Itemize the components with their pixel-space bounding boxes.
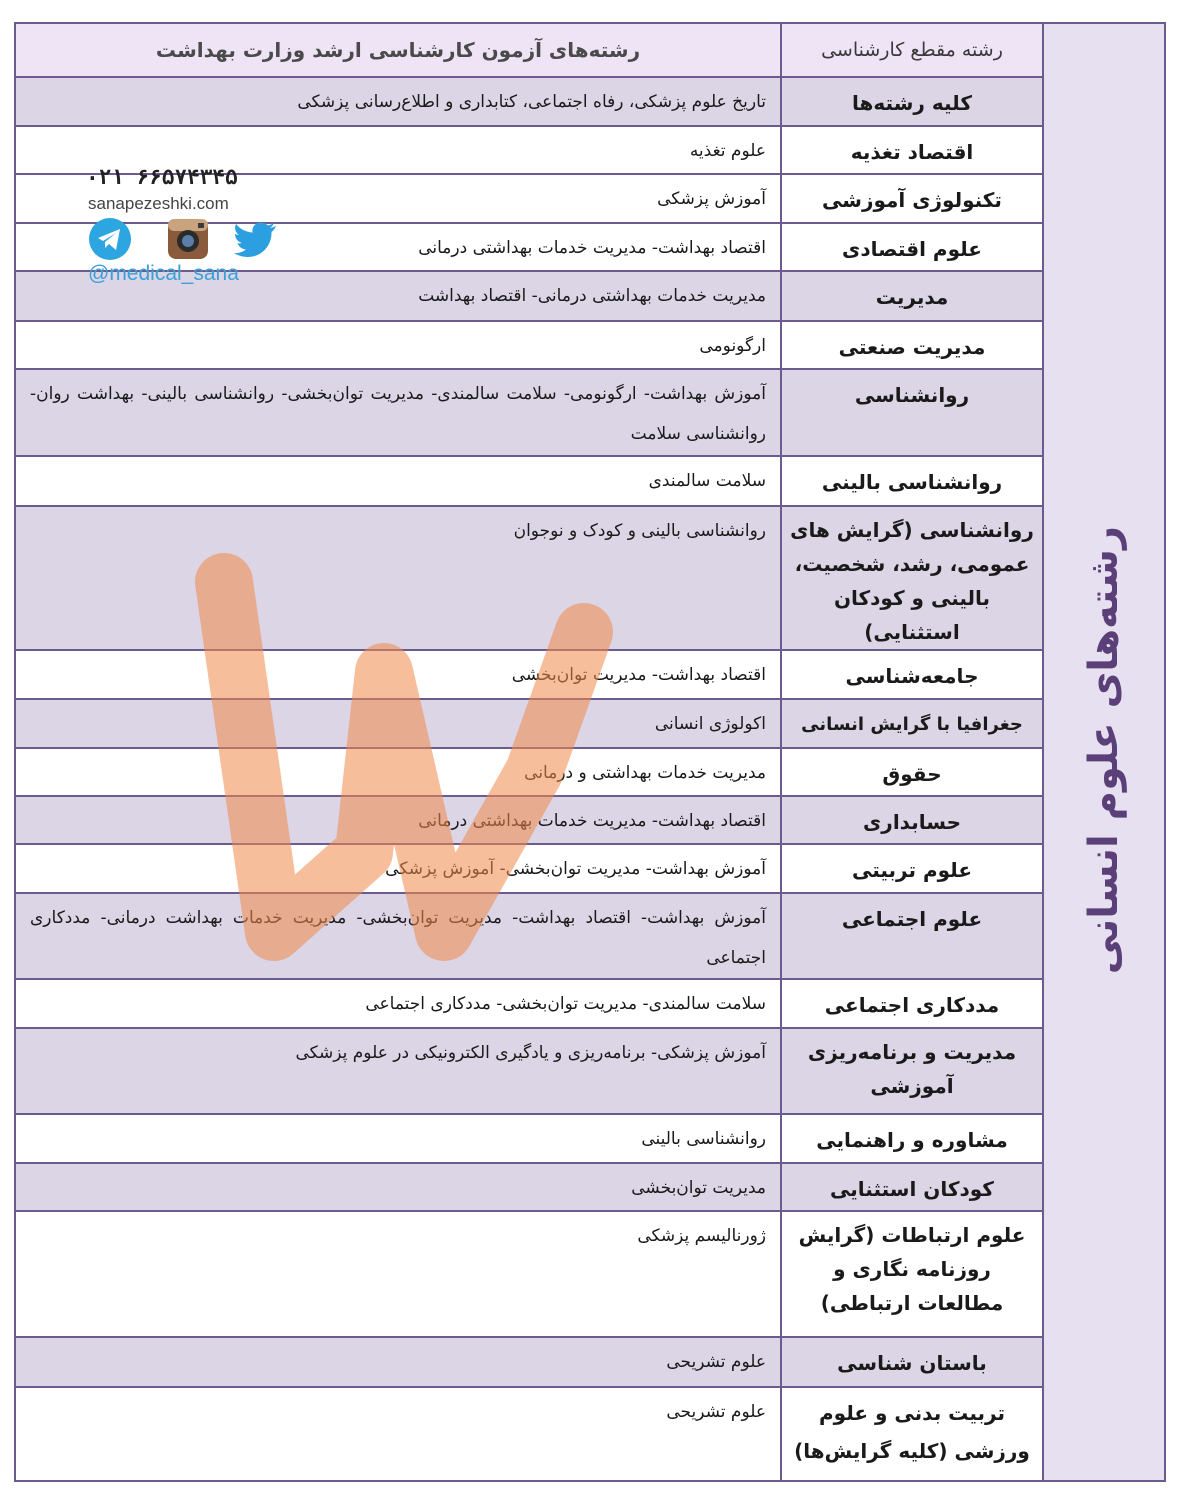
table-row [15, 1114, 1165, 1163]
major-cell: باستان شناسی [781, 1337, 1043, 1387]
table-row [15, 1028, 1165, 1114]
twitter-icon[interactable] [234, 217, 278, 261]
major-cell: مدیریت [781, 271, 1043, 321]
exams-cell: ارگونومی [15, 321, 781, 369]
major-cell: روانشناسی (گرایش های عمومی، رشد، شخصیت، بالینی و کودکان استثنایی) [781, 506, 1043, 650]
table-header-row [15, 23, 1165, 77]
major-cell: حسابداری [781, 796, 1043, 844]
major-cell: روانشناسی بالینی [781, 456, 1043, 506]
header-exams: رشته‌های آزمون کارشناسی ارشد وزارت بهداشت [15, 23, 781, 77]
table-row [15, 699, 1165, 748]
table-row [15, 1387, 1165, 1481]
major-cell: مشاوره و راهنمایی [781, 1114, 1043, 1163]
exams-cell: اکولوژی انسانی [15, 699, 781, 748]
table-row [15, 979, 1165, 1028]
major-cell: اقتصاد تغذیه [781, 126, 1043, 174]
exams-cell: سلامت سالمندی- مدیریت توان‌بخشی- مددکاری اجتماعی [15, 979, 781, 1028]
exams-cell: ژورنالیسم پزشکی [15, 1211, 781, 1337]
contact-overlay [86, 162, 306, 292]
exams-cell: آموزش بهداشت- اقتصاد بهداشت- مدیریت توان‌بخشی- مدیریت خدمات بهداشت درمانی- مددکاری اجتماعی [15, 893, 781, 979]
exams-cell: مدیریت خدمات بهداشتی درمانی- اقتصاد بهداشت [15, 271, 781, 321]
exams-cell: علوم تغذیه [15, 126, 781, 174]
exams-cell: مدیریت خدمات بهداشتی و درمانی [15, 748, 781, 796]
major-cell: تکنولوژی آموزشی [781, 174, 1043, 223]
major-cell: علوم اقتصادی [781, 223, 1043, 271]
side-title-cell [1043, 23, 1165, 1481]
major-cell: کودکان استثنایی [781, 1163, 1043, 1211]
exams-cell: مدیریت توان‌بخشی [15, 1163, 781, 1211]
exams-cell: آموزش بهداشت- مدیریت توان‌بخشی- آموزش پزشکی [15, 844, 781, 893]
exams-cell: علوم تشریحی [15, 1387, 781, 1481]
major-cell: روانشناسی [781, 369, 1043, 456]
table-row [15, 748, 1165, 796]
major-cell: کلیه رشته‌ها [781, 77, 1043, 126]
table-row [15, 77, 1165, 126]
exams-cell: علوم تشریحی [15, 1337, 781, 1387]
major-cell: مدیریت صنعتی [781, 321, 1043, 369]
exams-cell: تاریخ علوم پزشکی، رفاه اجتماعی، کتابداری و اطلاع‌رسانی پزشکی [15, 77, 781, 126]
table-row [15, 650, 1165, 699]
major-cell: حقوق [781, 748, 1043, 796]
table-row [15, 893, 1165, 979]
side-title: رشته‌های علوم انسانی [1081, 525, 1127, 975]
major-cell: جغرافیا با گرایش انسانی [781, 699, 1043, 748]
exams-cell: سلامت سالمندی [15, 456, 781, 506]
major-cell: مدیریت و برنامه‌ریزی آموزشی [781, 1028, 1043, 1114]
table-row [15, 1211, 1165, 1337]
exams-cell: آموزش بهداشت- ارگونومی- سلامت سالمندی- مدیریت توان‌بخشی- روانشناسی بالینی- بهداشت روان- روانشناسی سلامت [15, 369, 781, 456]
table-row [15, 1337, 1165, 1387]
telegram-icon[interactable] [88, 217, 132, 261]
website-link[interactable]: sanapezeshki.com [88, 194, 229, 213]
table-row [15, 506, 1165, 650]
exams-cell: اقتصاد بهداشت- مدیریت خدمات بهداشتی درمانی [15, 796, 781, 844]
major-cell: تربیت بدنی و علوم ورزشی (کلیه گرایش‌ها) [781, 1387, 1043, 1481]
major-cell: علوم اجتماعی [781, 893, 1043, 979]
table-row [15, 1163, 1165, 1211]
exams-cell: روانشناسی بالینی [15, 1114, 781, 1163]
exams-cell: روانشناسی بالینی و کودک و نوجوان [15, 506, 781, 650]
phone-number: ۰۲۱ ۶۶۵۷۴۳۴۵ [86, 165, 238, 189]
exams-cell: اقتصاد بهداشت- مدیریت توان‌بخشی [15, 650, 781, 699]
table-row [15, 321, 1165, 369]
table-row [15, 844, 1165, 893]
table-row [15, 456, 1165, 506]
table-row [15, 369, 1165, 456]
major-cell: جامعه‌شناسی [781, 650, 1043, 699]
major-cell: علوم ارتباطات (گرایش روزنامه نگاری و مطالعات ارتباطی) [781, 1211, 1043, 1337]
instagram-icon[interactable] [166, 217, 210, 261]
exams-cell: آموزش پزشکی- برنامه‌ریزی و یادگیری الکترونیکی در علوم پزشکی [15, 1028, 781, 1114]
social-handle[interactable]: @medical_sana [88, 262, 239, 285]
document-page [14, 22, 1164, 1463]
header-major: رشته مقطع کارشناسی [781, 23, 1043, 77]
exams-cell: آموزش پزشکی [15, 174, 781, 223]
major-cell: علوم تربیتی [781, 844, 1043, 893]
major-cell: مددکاری اجتماعی [781, 979, 1043, 1028]
exams-cell: اقتصاد بهداشت- مدیریت خدمات بهداشتی درمانی [15, 223, 781, 271]
table-row [15, 796, 1165, 844]
